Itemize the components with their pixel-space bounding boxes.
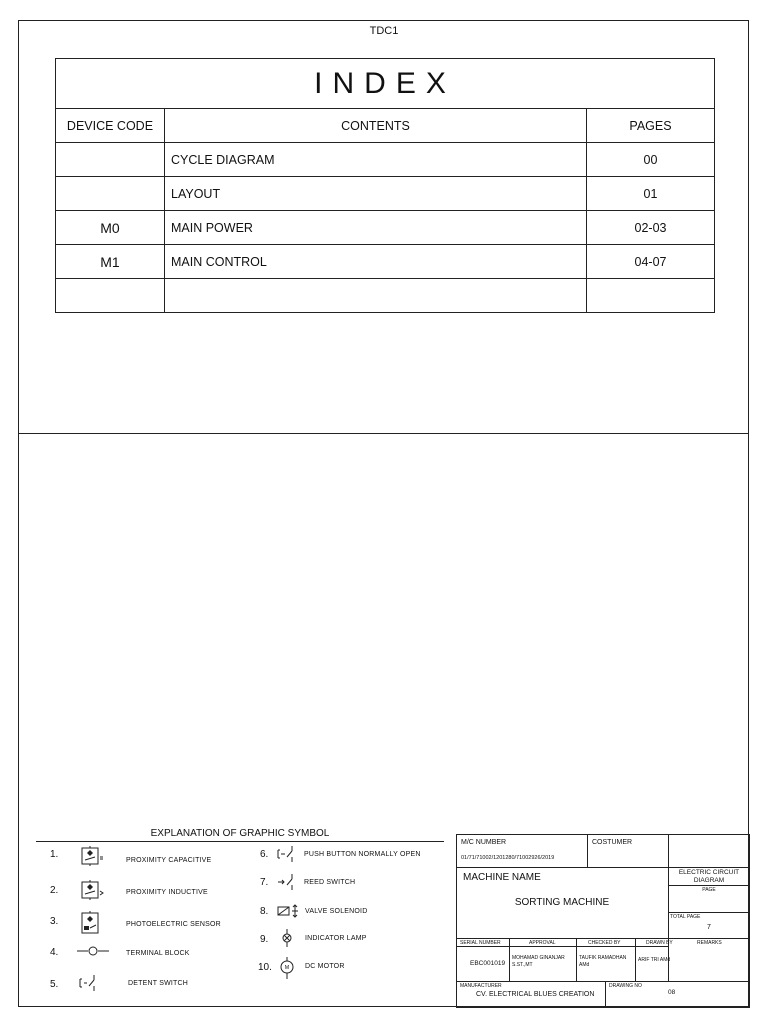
legend-label: PHOTOELECTRIC SENSOR bbox=[126, 921, 221, 928]
device-code-cell bbox=[56, 177, 165, 211]
index-title: INDEX bbox=[56, 59, 715, 109]
contents-cell: LAYOUT bbox=[165, 177, 587, 211]
pages-cell: 04-07 bbox=[587, 245, 715, 279]
mc-number: 01/71/71002/1201280/71002926/2019 bbox=[461, 855, 555, 861]
pages-cell: 02-03 bbox=[587, 211, 715, 245]
valve-solenoid-icon bbox=[276, 902, 300, 920]
pages-cell: 01 bbox=[587, 177, 715, 211]
index-table bbox=[55, 58, 715, 313]
approval: MOHAMAD GINANJAR S.ST.,MT bbox=[512, 955, 565, 968]
mc-number-label: M/C NUMBER bbox=[461, 839, 507, 846]
push-button-icon bbox=[276, 845, 296, 863]
legend-label: PUSH BUTTON NORMALLY OPEN bbox=[304, 851, 421, 858]
total-page-label: TOTAL PAGE bbox=[670, 914, 701, 920]
title-block-line bbox=[456, 981, 750, 982]
title-block-line bbox=[576, 938, 577, 981]
costumer-label: COSTUMER bbox=[592, 839, 633, 846]
title-block-line bbox=[605, 981, 606, 1008]
device-code-cell: M0 bbox=[56, 211, 165, 245]
checked-by: TAUFIK RAMADHAN AMd bbox=[579, 955, 627, 968]
title-block-line bbox=[456, 938, 750, 939]
serial-number: EBC001019 bbox=[470, 960, 506, 967]
legend-number: 5. bbox=[50, 979, 59, 990]
approval-label: APPROVAL bbox=[529, 940, 556, 946]
title-block-line bbox=[456, 867, 750, 868]
serial-number-label: SERIAL NUMBER bbox=[460, 940, 501, 946]
drawn-by-label: DRAWN BY bbox=[646, 940, 673, 946]
drawing-code: TDC1 bbox=[369, 25, 399, 37]
contents-cell bbox=[165, 279, 587, 313]
legend-number: 7. bbox=[260, 877, 269, 888]
indicator-lamp-icon bbox=[280, 929, 294, 947]
legend-number: 9. bbox=[260, 934, 269, 945]
table-row bbox=[56, 177, 715, 211]
svg-text:M: M bbox=[284, 965, 290, 971]
legend-label: PROXIMITY CAPACITIVE bbox=[126, 857, 212, 864]
legend-title: EXPLANATION OF GRAPHIC SYMBOL bbox=[36, 828, 444, 842]
terminal-block-icon bbox=[76, 944, 110, 958]
legend-number: 4. bbox=[50, 947, 59, 958]
legend-number: 6. bbox=[260, 849, 269, 860]
proximity-capacitive-icon bbox=[80, 846, 106, 866]
document-type: ELECTRIC CIRCUIT DIAGRAM bbox=[678, 869, 740, 884]
legend-number: 1. bbox=[50, 849, 59, 860]
proximity-inductive-icon bbox=[80, 880, 106, 900]
legend-label: DETENT SWITCH bbox=[128, 980, 189, 987]
pages-cell: 00 bbox=[587, 143, 715, 177]
contents-cell: CYCLE DIAGRAM bbox=[165, 143, 587, 177]
checked-by-label: CHECKED BY bbox=[588, 940, 621, 946]
legend-label: PROXIMITY INDUCTIVE bbox=[126, 889, 208, 896]
title-block-line bbox=[668, 912, 750, 913]
drawing-no: 08 bbox=[668, 989, 676, 996]
dc-motor-icon bbox=[278, 957, 296, 979]
contents-cell: MAIN POWER bbox=[165, 211, 587, 245]
title-block-line bbox=[509, 938, 510, 981]
machine-name-label: MACHINE NAME bbox=[463, 872, 541, 883]
device-code-cell: M1 bbox=[56, 245, 165, 279]
device-code-cell bbox=[56, 143, 165, 177]
legend-number: 2. bbox=[50, 885, 59, 896]
section-divider bbox=[18, 433, 749, 434]
title-block-line bbox=[587, 834, 588, 867]
legend-label: TERMINAL BLOCK bbox=[126, 950, 190, 957]
title-block-line bbox=[456, 946, 668, 947]
device-code-cell bbox=[56, 279, 165, 313]
title-block-line bbox=[635, 938, 636, 981]
page-label: PAGE bbox=[702, 887, 716, 893]
manufacturer: CV. ELECTRICAL BLUES CREATION bbox=[476, 991, 595, 998]
legend-label: VALVE SOLENOID bbox=[305, 908, 368, 915]
pages-header: PAGES bbox=[587, 109, 715, 143]
contents-cell: MAIN CONTROL bbox=[165, 245, 587, 279]
legend-number: 3. bbox=[50, 916, 59, 927]
table-row bbox=[56, 279, 715, 313]
remarks-label: REMARKS bbox=[697, 940, 722, 946]
detent-switch-icon bbox=[78, 974, 98, 992]
manufacturer-label: MANUFACTURER bbox=[460, 983, 502, 989]
legend-label: INDICATOR LAMP bbox=[305, 935, 367, 942]
table-row bbox=[56, 211, 715, 245]
machine-name: SORTING MACHINE bbox=[514, 897, 610, 908]
drawn-by: ARIF TRI AMd bbox=[638, 957, 671, 963]
legend-label: REED SWITCH bbox=[304, 879, 356, 886]
contents-header: CONTENTS bbox=[165, 109, 587, 143]
photoelectric-sensor-icon bbox=[80, 911, 106, 935]
drawing-no-label: DRAWING NO bbox=[609, 983, 642, 989]
table-row bbox=[56, 245, 715, 279]
device-code-header: DEVICE CODE bbox=[56, 109, 165, 143]
pages-cell bbox=[587, 279, 715, 313]
legend-number: 8. bbox=[260, 906, 269, 917]
table-row bbox=[56, 143, 715, 177]
reed-switch-icon bbox=[276, 873, 296, 891]
total-page: 7 bbox=[707, 924, 711, 931]
legend-label: DC MOTOR bbox=[305, 963, 345, 970]
legend-number: 10. bbox=[258, 962, 272, 973]
title-block-line bbox=[668, 885, 750, 886]
